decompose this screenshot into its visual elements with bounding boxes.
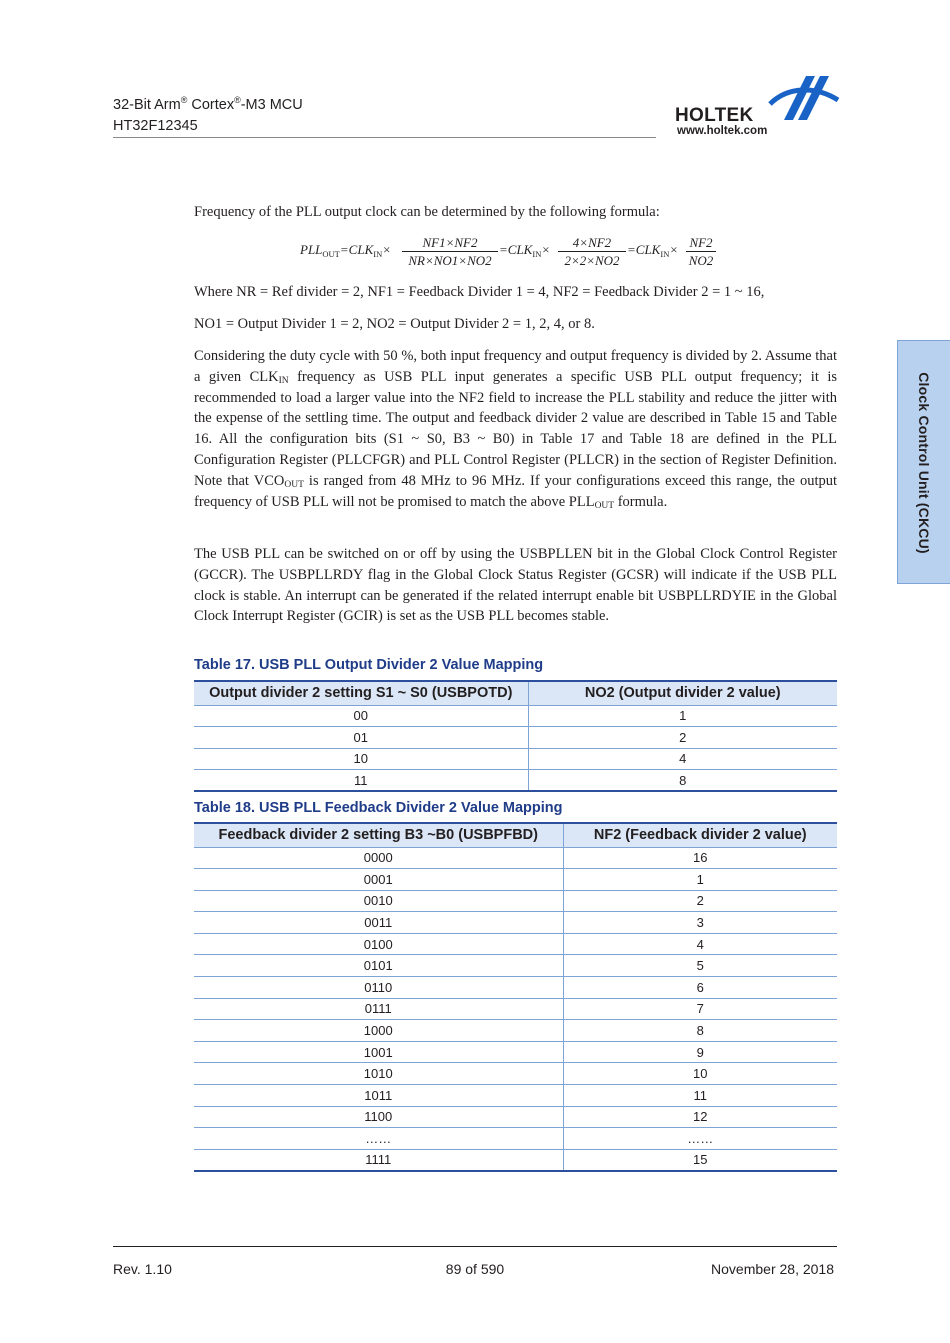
value-cell: 4 bbox=[528, 748, 837, 770]
setting-cell: 1011 bbox=[194, 1085, 563, 1107]
table-header-cell: Feedback divider 2 setting B3 ~B0 (USBPFBD) bbox=[194, 823, 563, 847]
table-header-row bbox=[194, 681, 837, 705]
table-row bbox=[194, 890, 837, 912]
value-cell: 12 bbox=[563, 1106, 837, 1128]
value-cell: …… bbox=[563, 1128, 837, 1150]
value-cell: 16 bbox=[563, 847, 837, 869]
setting-cell: 01 bbox=[194, 727, 528, 749]
table-row bbox=[194, 1063, 837, 1085]
header-divider bbox=[113, 137, 656, 138]
table-row bbox=[194, 770, 837, 792]
table-header-row bbox=[194, 823, 837, 847]
formula-mid: $=CLK_{IN}\times$ bbox=[499, 242, 551, 259]
setting-cell: 1000 bbox=[194, 1020, 563, 1042]
table18-caption: Table 18. USB PLL Feedback Divider 2 Value Mapping bbox=[194, 800, 563, 816]
logo-url: www.holtek.com bbox=[677, 125, 768, 137]
value-cell: 9 bbox=[563, 1041, 837, 1063]
no-line: NO1 = Output Divider 1 = 2, NO2 = Output Divider 2 = 1, 2, 4, or 8. bbox=[194, 316, 595, 332]
table17 bbox=[194, 680, 837, 792]
table-row bbox=[194, 1041, 837, 1063]
table-row bbox=[194, 705, 837, 727]
value-cell: 8 bbox=[563, 1020, 837, 1042]
footer-page-number: 89 of 590 bbox=[445, 1261, 505, 1277]
part-number: HT32F12345 bbox=[113, 118, 198, 134]
formula-fraction-3: $\frac{NF2}{NO2}$ bbox=[686, 234, 716, 269]
setting-cell: 1111 bbox=[194, 1149, 563, 1171]
setting-cell: 0010 bbox=[194, 890, 563, 912]
value-cell: 2 bbox=[528, 727, 837, 749]
value-cell: 11 bbox=[563, 1085, 837, 1107]
table-row bbox=[194, 1085, 837, 1107]
table-row bbox=[194, 727, 837, 749]
formula-fraction-1: $\frac{NF1\times NF2}{NR\times NO1\times NO2}$ bbox=[402, 234, 498, 269]
value-cell: 10 bbox=[563, 1063, 837, 1085]
table18 bbox=[194, 822, 837, 1172]
pll-formula bbox=[300, 234, 720, 274]
setting-cell: 10 bbox=[194, 748, 528, 770]
value-cell: 1 bbox=[528, 705, 837, 727]
document-header bbox=[113, 95, 303, 137]
table-row bbox=[194, 977, 837, 999]
setting-cell: 1100 bbox=[194, 1106, 563, 1128]
setting-cell: …… bbox=[194, 1128, 563, 1150]
table-row bbox=[194, 998, 837, 1020]
footer-divider bbox=[113, 1246, 837, 1247]
table17-caption: Table 17. USB PLL Output Divider 2 Value Mapping bbox=[194, 657, 544, 673]
value-cell: 15 bbox=[563, 1149, 837, 1171]
table-row bbox=[194, 1149, 837, 1171]
table-row bbox=[194, 1128, 837, 1150]
table-row bbox=[194, 869, 837, 891]
holtek-logo bbox=[675, 74, 840, 140]
table-row bbox=[194, 847, 837, 869]
formula-right: $=CLK_{IN}\times$ bbox=[627, 242, 679, 259]
product-line: 32-Bit Arm® Cortex®-M3 MCU bbox=[113, 95, 303, 113]
formula-fraction-2: $\frac{4\times NF2}{2\times 2\times NO2}$ bbox=[558, 234, 626, 269]
table-row bbox=[194, 933, 837, 955]
value-cell: 2 bbox=[563, 890, 837, 912]
value-cell: 7 bbox=[563, 998, 837, 1020]
setting-cell: 1001 bbox=[194, 1041, 563, 1063]
setting-cell: 00 bbox=[194, 705, 528, 727]
logo-brand: HOLTEK bbox=[675, 105, 754, 126]
table-row bbox=[194, 955, 837, 977]
table-row bbox=[194, 912, 837, 934]
setting-cell: 0110 bbox=[194, 977, 563, 999]
setting-cell: 0001 bbox=[194, 869, 563, 891]
section-side-tab bbox=[897, 340, 950, 584]
setting-cell: 0100 bbox=[194, 933, 563, 955]
formula-lhs: $PLL_{OUT}=CLK_{IN}\times$ bbox=[300, 242, 392, 259]
value-cell: 3 bbox=[563, 912, 837, 934]
paragraph-usbpll-enable: The USB PLL can be switched on or off by using the USBPLLEN bit in the Global Clock Control Register (GCCR). The USBPLLRDY flag in the Global Clock Status Register (GCSR) will indicate if the USB PLL clock is stable. An interrupt can be generated if the related interrupt enable bit USBPLLRDYIE in the Global Clock Interrupt Register (GCIR) is set as the USB PLL becomes stable. bbox=[194, 546, 837, 625]
paragraph-duty-cycle: Considering the duty cycle with 50 %, both input frequency and output frequency is divided by 2. Assume that a given $CLK_{IN}$ frequency as USB PLL input generates a specific USB PLL output frequency; it is recommended to load a larger value into the NF2 field to increase the PLL stability and reduce the jitter with the expense of the settling time. The output and feedback divider 2 value are described in Table 15 and Table 16. All the configuration bits (S1 ~ S0, B3 ~ B0) in Table 17 and Table 18 are defined in the PLL Configuration Register (PLLCFGR) and PLL Control Register (PLLCR) in the section of Register Definition. Note that $VCO_{OUT}$ is ranged from 48 MHz to 96 MHz. If your configurations exceed this range, the output frequency of USB PLL will not be promised to match the above $PLL_{OUT}$ formula. bbox=[194, 348, 837, 511]
value-cell: 8 bbox=[528, 770, 837, 792]
setting-cell: 1010 bbox=[194, 1063, 563, 1085]
footer-date: November 28, 2018 bbox=[711, 1261, 834, 1277]
value-cell: 4 bbox=[563, 933, 837, 955]
table-row bbox=[194, 1020, 837, 1042]
holtek-mark-icon bbox=[768, 74, 840, 120]
setting-cell: 0111 bbox=[194, 998, 563, 1020]
value-cell: 5 bbox=[563, 955, 837, 977]
table-header-cell: Output divider 2 setting S1 ~ S0 (USBPOTD) bbox=[194, 681, 528, 705]
setting-cell: 0011 bbox=[194, 912, 563, 934]
setting-cell: 0000 bbox=[194, 847, 563, 869]
where-line: Where NR = Ref divider = 2, NF1 = Feedback Divider 1 = 4, NF2 = Feedback Divider 2 = 1 ~ 16, bbox=[194, 284, 765, 300]
side-tab-label: Clock Control Unit (CKCU) bbox=[916, 372, 932, 554]
formula-intro: Frequency of the PLL output clock can be determined by the following formula: bbox=[194, 204, 660, 220]
value-cell: 1 bbox=[563, 869, 837, 891]
footer-revision: Rev. 1.10 bbox=[113, 1261, 172, 1277]
table-row bbox=[194, 748, 837, 770]
table-header-cell: NF2 (Feedback divider 2 value) bbox=[563, 823, 837, 847]
table-header-cell: NO2 (Output divider 2 value) bbox=[528, 681, 837, 705]
setting-cell: 11 bbox=[194, 770, 528, 792]
value-cell: 6 bbox=[563, 977, 837, 999]
table-row bbox=[194, 1106, 837, 1128]
setting-cell: 0101 bbox=[194, 955, 563, 977]
